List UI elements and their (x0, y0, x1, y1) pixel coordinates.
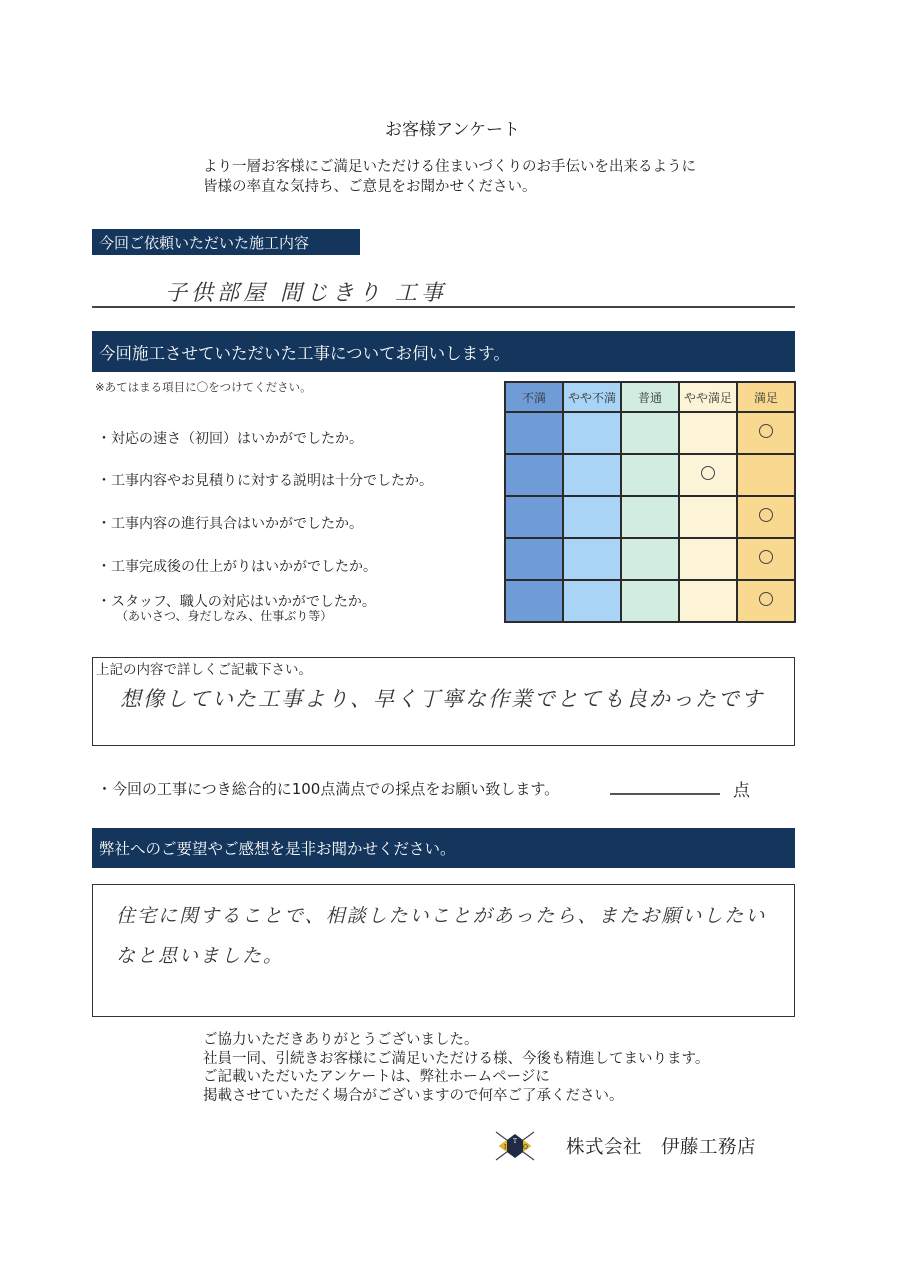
rating-cell[interactable] (563, 412, 621, 454)
rating-row (505, 496, 795, 538)
closing-line: ご協力いただきありがとうございました。 (203, 1032, 479, 1048)
rating-row (505, 580, 795, 622)
rating-cell[interactable] (737, 580, 795, 622)
rating-cell[interactable] (679, 412, 737, 454)
rating-cell[interactable] (737, 412, 795, 454)
rating-cell[interactable] (737, 538, 795, 580)
question-1: ・対応の速さ（初回）はいかがでしたか。 (97, 431, 363, 447)
circle-mark-icon (701, 466, 715, 480)
rating-row (505, 412, 795, 454)
logo-letter-t: T (513, 1138, 518, 1145)
rating-header-yaya-fuman: やや不満 (563, 382, 621, 412)
score-underline (610, 793, 720, 795)
section-header-feedback: 弊社へのご要望やご感想を是非お聞かせください。 (92, 828, 795, 868)
work-content-field[interactable]: 子供部屋 間じきり 工事 (165, 281, 447, 306)
rating-header-futsu: 普通 (621, 382, 679, 412)
closing-line: 社員一同、引続きお客様にご満足いただける様、今後も精進してまいります。 (203, 1050, 710, 1067)
rating-row (505, 454, 795, 496)
circle-mark-icon (759, 508, 773, 522)
rating-cell[interactable] (737, 454, 795, 496)
rating-cell[interactable] (737, 496, 795, 538)
rating-table (504, 381, 796, 623)
score-unit: 点 (733, 781, 750, 801)
circle-mark-icon (759, 424, 773, 438)
rating-cell[interactable] (679, 580, 737, 622)
rating-cell[interactable] (621, 496, 679, 538)
rating-cell[interactable] (679, 538, 737, 580)
logo-letter-i: I (504, 1144, 507, 1151)
section-header-work: 今回ご依頼いただいた施工内容 (92, 229, 360, 255)
survey-title: お客様アンケート (385, 120, 520, 140)
rating-cell[interactable] (621, 580, 679, 622)
rating-header-manzoku: 満足 (737, 382, 795, 412)
rating-header-yaya-manzoku: やや満足 (679, 382, 737, 412)
rating-row (505, 538, 795, 580)
rating-cell[interactable] (563, 496, 621, 538)
closing-line: 掲載させていただく場合がございますので何卒ご了承ください。 (203, 1087, 624, 1104)
intro-line: より一層お客様にご満足いただける住まいづくりのお手伝いを出来るように (203, 159, 696, 175)
question-4: ・工事完成後の仕上がりはいかがでしたか。 (97, 559, 377, 575)
rating-cell[interactable] (621, 412, 679, 454)
feedback-field[interactable]: 住宅に関することで、相談したいことがあったら、またお願いしたいなと思いました。 (116, 905, 767, 967)
rating-cell[interactable] (505, 454, 563, 496)
rating-cell[interactable] (563, 454, 621, 496)
details-label: 上記の内容で詳しくご記載下さい。 (96, 662, 312, 678)
question-3: ・工事内容の進行具合はいかがでしたか。 (97, 516, 363, 532)
rating-cell[interactable] (563, 580, 621, 622)
rating-cell[interactable] (679, 496, 737, 538)
score-question: ・今回の工事につき総合的に100点満点での採点をお願い致します。 (97, 780, 560, 798)
circle-mark-icon (759, 550, 773, 564)
question-5-subtext: （あいさつ、身だしなみ、仕事ぶり等） (116, 609, 333, 623)
company-name: 株式会社 伊藤工務店 (566, 1137, 757, 1158)
intro-text (203, 157, 696, 197)
rating-cell[interactable] (563, 538, 621, 580)
work-content-underline (92, 306, 795, 308)
question-5: ・スタッフ、職人の対応はいかがでしたか。 (97, 594, 376, 610)
rating-cell[interactable] (505, 580, 563, 622)
rating-cell[interactable] (679, 454, 737, 496)
rating-cell[interactable] (505, 412, 563, 454)
section-header-survey: 今回施工させていただいた工事についてお伺いします。 (92, 331, 795, 372)
rating-cell[interactable] (505, 496, 563, 538)
rating-cell[interactable] (621, 454, 679, 496)
circle-mark-icon (759, 592, 773, 606)
company-logo-icon (492, 1130, 538, 1162)
rating-cell[interactable] (621, 538, 679, 580)
details-field[interactable]: 想像していた工事より、早く丁寧な作業でとても良かったです (120, 687, 764, 711)
instruction-note: ※あてはまる項目に〇をつけてください。 (95, 380, 312, 394)
question-2: ・工事内容やお見積りに対する説明は十分でしたか。 (97, 473, 433, 489)
intro-line: 皆様の率直な気持ち、ご意見をお聞かせください。 (203, 179, 537, 195)
closing-text (203, 1031, 709, 1105)
logo-letter-o: O (523, 1144, 528, 1151)
rating-header-row (505, 382, 795, 412)
closing-line: ご記載いただいたアンケートは、弊社ホームページに (203, 1069, 550, 1085)
rating-cell[interactable] (505, 538, 563, 580)
rating-header-fuman: 不満 (505, 382, 563, 412)
